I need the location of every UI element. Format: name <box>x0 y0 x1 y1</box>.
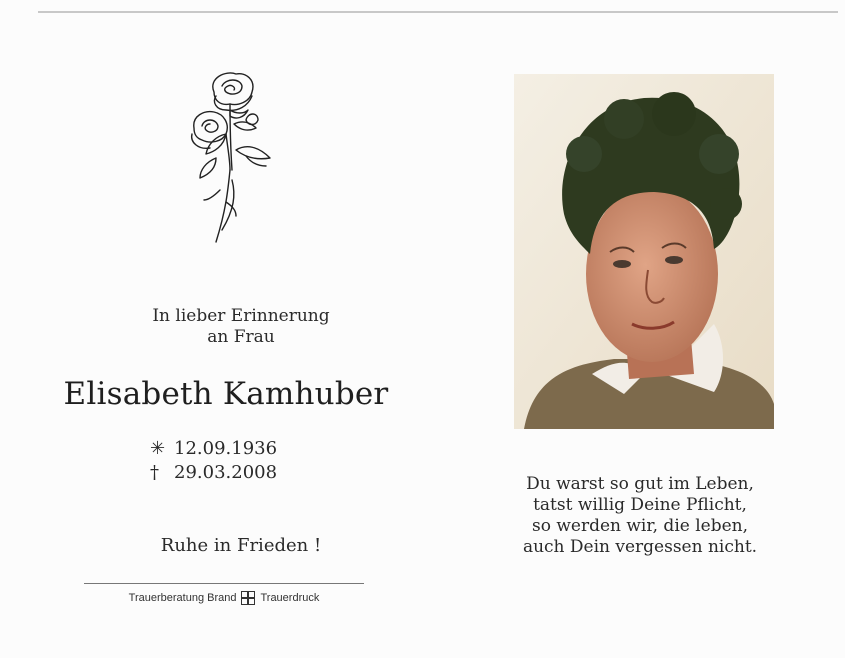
poem-line: tatst willig Deine Pflicht, <box>533 495 747 515</box>
birth-row <box>150 437 350 461</box>
cross-logo-icon <box>241 591 255 605</box>
birth-star-icon: ✳ <box>150 438 166 459</box>
top-rule <box>38 11 838 13</box>
life-dates <box>150 437 350 485</box>
poem-line: so werden wir, die leben, <box>531 516 749 536</box>
death-row <box>150 461 350 485</box>
printer-name-left: Trauerberatung Brand <box>128 592 237 604</box>
memory-heading <box>86 306 396 348</box>
deceased-name: Elisabeth Kamhuber <box>63 376 389 412</box>
printer-name-right: Trauerdruck <box>260 592 320 604</box>
poem-line: Du warst so gut im Leben, <box>526 474 754 494</box>
bottom-rule <box>84 583 364 584</box>
memorial-poem <box>500 474 780 558</box>
memory-line-1: In lieber Erinnerung <box>152 306 330 326</box>
rest-in-peace: Ruhe in Frieden ! <box>160 535 322 556</box>
memory-line-2: an Frau <box>207 327 275 347</box>
poem-line: auch Dein vergessen nicht. <box>522 537 758 557</box>
birth-date: 12.09.1936 <box>174 438 278 459</box>
death-cross-icon: † <box>150 462 159 483</box>
rose-drawing-icon <box>186 70 278 246</box>
portrait-photo <box>514 74 774 429</box>
printer-imprint <box>84 591 364 605</box>
death-date: 29.03.2008 <box>174 462 278 483</box>
